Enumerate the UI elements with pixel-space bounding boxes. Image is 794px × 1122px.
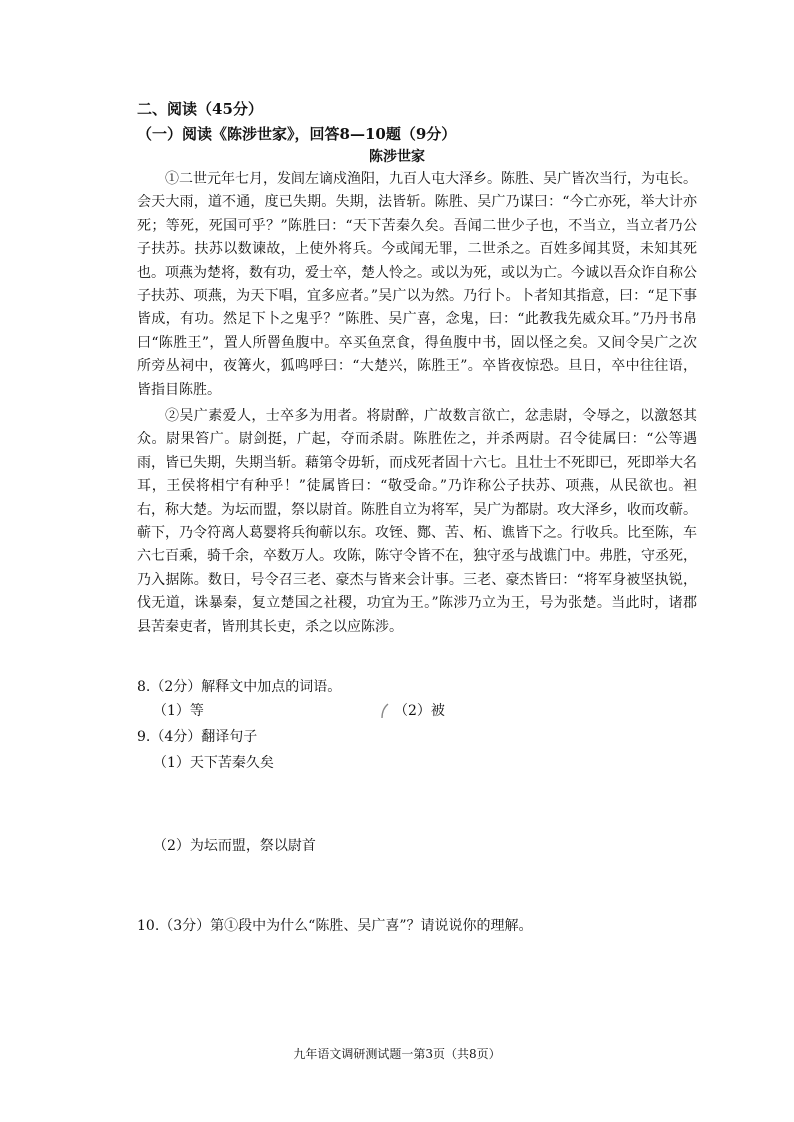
question-9-item-1: （1）天下苦秦久矣 [153,755,274,771]
page-footer: 九年语文调研测试题一第3页（共8页） [293,1047,501,1061]
question-8-item-1: （1）等 [153,703,204,719]
passage-paragraph-2: ②吴广素爱人，士卒多为用者。将尉醉，广故数言欲亡，忿恚尉，令辱之，以激怒其众。尉果笞广。尉剑挺，广起，夺而杀尉。陈胜佐之，并杀两尉。召令徒属曰：“公等遇雨，皆已失期，失期当斩。藉第令毋斩，而戍死者固十六七。且壮士不死即已，死即举大名耳，王侯将相宁有种乎！”徒属皆曰：“敬受命。”乃诈称公子扶苏、项燕，从民欲也。袒右，称大楚。为坛而盟，祭以尉首。陈胜自立为将军，吴广为都尉。攻大泽乡，收而攻蕲。蕲下，乃令符离人葛婴将兵徇蕲以东。攻铚、酂、苦、柘、谯皆下之。行收兵。比至陈，车六七百乘，骑千余，卒数万人。攻陈，陈守令皆不在，独守丞与战谯门中。弗胜，守丞死，乃入据陈。数日，号令召三老、豪杰与皆来会计事。三老、豪杰皆曰：“将军身被坚执锐，伐无道，诛暴秦，复立楚国之社稷，功宜为王。”陈涉乃立为王，号为张楚。当此时，诸郡县苦秦吏者，皆刑其长吏，杀之以应陈涉。 [137,408,697,635]
subsection-heading: （一）阅读《陈涉世家》，回答8—10题（9分） [137,125,457,143]
passage-paragraph-1: ①二世元年七月，发闾左谪戍渔阳，九百人屯大泽乡。陈胜、吴广皆次当行，为屯长。会天大雨，道不通，度已失期。失期，法皆斩。陈胜、吴广乃谋曰：“今亡亦死，举大计亦死；等死，死国可乎？”陈胜曰：“天下苦秦久矣。吾闻二世少子也，不当立，当立者乃公子扶苏。扶苏以数谏故，上使外将兵。今或闻无罪，二世杀之。百姓多闻其贤，未知其死也。项燕为楚将，数有功，爱士卒，楚人怜之。或以为死，或以为亡。今诚以吾众诈自称公子扶苏、项燕，为天下唱，宜多应者。”吴广以为然。乃行卜。卜者知其指意，曰：“足下事皆成，有功。然足下卜之鬼乎？”陈胜、吴广喜，念鬼，曰：“此教我先威众耳。”乃丹书帛曰“陈胜王”，置人所罾鱼腹中。卒买鱼烹食，得鱼腹中书，固以怪之矣。又间令吴广之次所旁丛祠中，夜篝火，狐鸣呼曰：“大楚兴，陈胜王”。卒皆夜惊恐。旦日，卒中往往语，皆指目陈胜。 [137,171,697,398]
question-8-item-2: （2）被 [394,703,445,719]
section-heading: 二、阅读（45分） [137,100,263,118]
pencil-mark-icon [380,703,390,719]
question-9-item-2: （2）为坛而盟，祭以尉首 [153,838,316,854]
question-10-stem: 10.（3分）第①段中为什么“陈胜、吴广喜”？请说说你的理解。 [137,918,533,934]
question-8-stem: 8.（2分）解释文中加点的词语。 [137,679,342,695]
passage-title: 陈涉世家 [369,149,425,165]
question-9-stem: 9.（4分）翻译句子 [137,729,258,745]
